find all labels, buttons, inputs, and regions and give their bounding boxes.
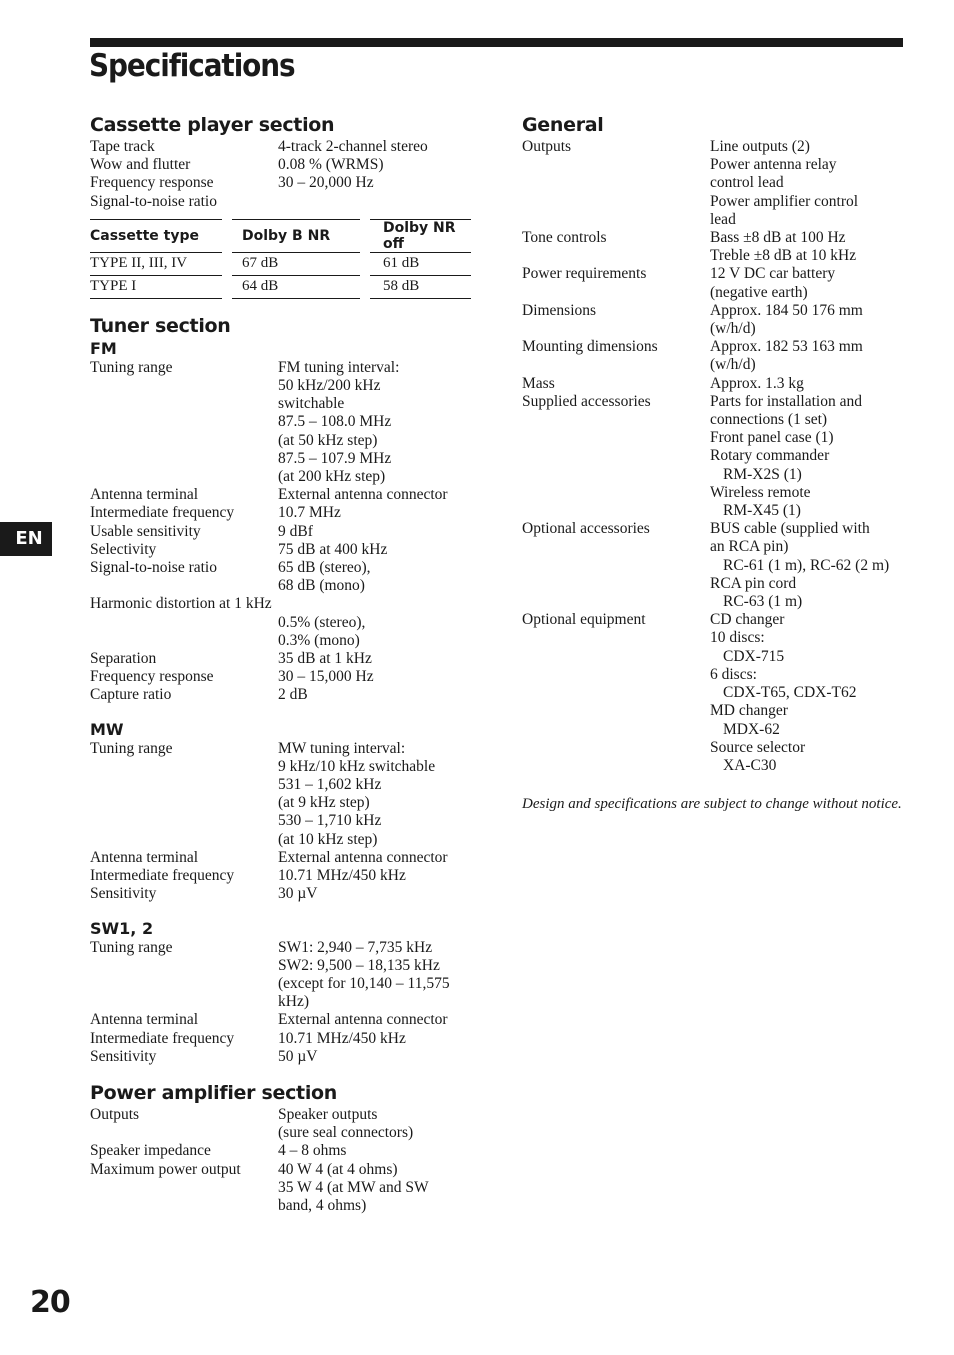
spec-value xyxy=(278,523,471,541)
spec-value-line: XA-C30 xyxy=(723,756,777,774)
spec-value-line: MW tuning interval: xyxy=(278,739,406,757)
spec-value xyxy=(710,229,903,265)
spec-label: Intermediate frequency xyxy=(90,1029,235,1047)
spec-value xyxy=(278,849,471,867)
spec-value-line: kHz) xyxy=(278,993,309,1011)
spec-value-line: 2 dB xyxy=(278,686,308,704)
spec-value xyxy=(278,939,471,1012)
spec-value-line: control lead xyxy=(710,174,784,192)
spec-value-line: Rotary commander xyxy=(710,447,830,465)
spec-row xyxy=(522,229,903,265)
spec-value-line: Approx. 184 50 176 mm xyxy=(710,301,863,319)
spec-value xyxy=(710,138,903,229)
spec-label: Sensitivity xyxy=(90,1047,157,1065)
spec-value xyxy=(710,393,903,520)
tuner-section xyxy=(90,313,471,1066)
spec-value-line: RCA pin cord xyxy=(710,574,797,592)
spec-value xyxy=(278,138,471,156)
spec-label: Outputs xyxy=(90,1105,140,1123)
spec-value xyxy=(278,156,471,174)
spec-value xyxy=(278,1142,471,1160)
spec-value-line: CD changer xyxy=(710,611,785,629)
spec-row xyxy=(90,849,471,867)
tuner-heading: Tuner section xyxy=(90,314,231,337)
spec-value-line: (except for 10,140 – 11,575 xyxy=(278,974,450,992)
spec-value xyxy=(710,611,903,775)
spec-value-line: 30 µV xyxy=(278,885,318,903)
spec-value-line: 6 discs: xyxy=(710,665,757,683)
spec-value-line: 12 V DC car battery xyxy=(710,265,836,283)
spec-value-line: External antenna connector xyxy=(278,486,448,504)
spec-value xyxy=(710,265,903,301)
general-section xyxy=(522,112,903,813)
spec-value-line: External antenna connector xyxy=(278,848,448,866)
spec-value-line: Speaker outputs xyxy=(278,1105,378,1123)
spec-value-line: 40 W 4 (at 4 ohms) xyxy=(278,1160,398,1178)
spec-value-line: 531 – 1,602 kHz xyxy=(278,776,382,794)
spec-value-line: BUS cable (supplied with xyxy=(710,520,870,538)
spec-value xyxy=(278,1011,471,1029)
power-amp-specs xyxy=(90,1106,471,1215)
spec-value xyxy=(278,359,471,486)
cassette-specs xyxy=(90,138,471,211)
spec-row xyxy=(90,614,471,650)
spec-row xyxy=(90,1161,471,1216)
spec-value-line: 0.08 % (WRMS) xyxy=(278,156,384,174)
spec-value-line: SW2: 9,500 – 18,135 kHz xyxy=(278,956,440,974)
spec-value xyxy=(710,338,903,374)
spec-value-line: Approx. 1.3 kg xyxy=(710,374,804,392)
spec-label: Outputs xyxy=(522,138,572,155)
spec-value-line: connections (1 set) xyxy=(710,411,828,429)
spec-value-line: Approx. 182 53 163 mm xyxy=(710,338,863,356)
spec-row xyxy=(90,1048,471,1066)
spec-row xyxy=(522,375,903,393)
spec-value-line: MDX-62 xyxy=(723,720,780,738)
spec-value-line: Power antenna relay xyxy=(710,156,837,174)
spec-value-line: 4 – 8 ohms xyxy=(278,1142,347,1160)
spec-value-line: 4-track 2-channel stereo xyxy=(278,138,428,155)
spec-value-line: (at 10 kHz step) xyxy=(278,830,378,848)
spec-value xyxy=(278,174,471,192)
spec-value-line: 75 dB at 400 kHz xyxy=(278,540,388,558)
general-specs xyxy=(522,138,903,775)
mw-label: MW xyxy=(90,719,124,739)
spec-row xyxy=(522,265,903,301)
spec-row xyxy=(90,504,471,522)
spec-value-line: 50 µV xyxy=(278,1047,318,1065)
spec-value-line: 0.5% (stereo), xyxy=(278,613,366,631)
harmonic-distortion-label: Harmonic distortion at 1 kHz xyxy=(90,595,272,613)
spec-value-line: 87.5 – 107.9 MHz xyxy=(278,449,392,467)
spec-label: Tuning range xyxy=(90,358,173,376)
spec-value-line: External antenna connector xyxy=(278,1011,448,1029)
spec-value xyxy=(278,1030,471,1048)
spec-row xyxy=(90,668,471,686)
spec-row xyxy=(522,520,903,611)
spec-value-line: (negative earth) xyxy=(710,283,808,301)
spec-label: Antenna terminal xyxy=(90,1011,199,1029)
spec-value xyxy=(278,686,471,704)
spec-value-line: (w/h/d) xyxy=(710,320,756,338)
spec-label xyxy=(90,614,278,650)
spec-label: Mounting dimensions xyxy=(522,338,658,356)
general-heading: General xyxy=(522,114,604,136)
power-amp-section xyxy=(90,1080,471,1215)
power-amp-heading: Power amplifier section xyxy=(90,1081,338,1104)
spec-value-line: (at 200 kHz step) xyxy=(278,468,386,486)
spec-label: Antenna terminal xyxy=(90,486,199,504)
spec-value xyxy=(278,193,471,211)
spec-label: Tape track xyxy=(90,138,155,155)
sw-label: SW1, 2 xyxy=(90,918,154,938)
spec-value xyxy=(278,650,471,668)
spec-row xyxy=(90,174,471,192)
spec-label: Antenna terminal xyxy=(90,848,199,866)
spec-value-line: RM-X45 (1) xyxy=(723,502,801,520)
spec-value-line: CDX-T65, CDX-T62 xyxy=(723,684,857,702)
spec-row xyxy=(90,740,471,849)
spec-value-line: (at 9 kHz step) xyxy=(278,794,370,812)
table-cell: TYPE I xyxy=(90,275,222,298)
spec-value-line: 0.3% (mono) xyxy=(278,631,360,649)
spec-row xyxy=(90,138,471,156)
spec-label: Frequency response xyxy=(90,668,214,686)
spec-row xyxy=(90,1030,471,1048)
page-number: 20 xyxy=(30,1285,70,1320)
language-tab: EN xyxy=(0,522,52,556)
spec-label: Sensitivity xyxy=(90,885,157,903)
table-cell: 61 dB xyxy=(370,252,471,275)
spec-label: Supplied accessories xyxy=(522,392,651,410)
spec-label: Power requirements xyxy=(522,265,647,283)
col-header-dolby-off: Dolby NR off xyxy=(370,219,471,252)
spec-row xyxy=(90,650,471,668)
spec-value xyxy=(278,486,471,504)
spec-value xyxy=(278,740,471,849)
spec-value-line: RC-63 (1 m) xyxy=(723,593,803,611)
sw-specs xyxy=(90,939,471,1066)
spec-value xyxy=(710,520,903,611)
noise-reduction-table xyxy=(90,219,471,299)
spec-value xyxy=(278,1048,471,1066)
spec-value xyxy=(278,867,471,885)
col-header-cassette-type: Cassette type xyxy=(90,219,222,252)
spec-value-line: 50 kHz/200 kHz xyxy=(278,377,381,395)
spec-value-line: (sure seal connectors) xyxy=(278,1124,414,1142)
spec-value-line: Line outputs (2) xyxy=(710,138,810,155)
spec-row xyxy=(90,867,471,885)
spec-value-line: RC-61 (1 m), RC-62 (2 m) xyxy=(723,556,890,574)
spec-label: Frequency response xyxy=(90,174,214,192)
spec-row xyxy=(90,1142,471,1160)
spec-label: Intermediate frequency xyxy=(90,867,235,885)
cassette-section xyxy=(90,112,471,299)
spec-row xyxy=(90,156,471,174)
spec-label: Dimensions xyxy=(522,301,597,319)
spec-label: Maximum power output xyxy=(90,1160,241,1178)
spec-value-line: 9 dBf xyxy=(278,522,313,540)
spec-row xyxy=(522,138,903,229)
spec-value-line: Bass ±8 dB at 100 Hz xyxy=(710,229,846,247)
spec-label: Capture ratio xyxy=(90,686,172,704)
spec-row xyxy=(90,193,471,211)
spec-value-line: (at 50 kHz step) xyxy=(278,431,378,449)
table-cell: 64 dB xyxy=(232,275,360,298)
spec-label: Optional accessories xyxy=(522,520,650,538)
spec-row xyxy=(90,686,471,704)
spec-value xyxy=(278,668,471,686)
spec-row xyxy=(522,338,903,374)
spec-value-line: FM tuning interval: xyxy=(278,358,400,376)
spec-row xyxy=(522,611,903,775)
table-row xyxy=(90,252,471,275)
spec-value-line: 65 dB (stereo), xyxy=(278,559,371,577)
spec-value-line: 10.71 MHz/450 kHz xyxy=(278,1029,406,1047)
spec-label: Tuning range xyxy=(90,739,173,757)
mw-specs xyxy=(90,740,471,904)
spec-label: Signal-to-noise ratio xyxy=(90,559,217,577)
table-row xyxy=(90,275,471,298)
spec-value-line: Treble ±8 dB at 10 kHz xyxy=(710,247,857,265)
spec-row xyxy=(90,559,471,595)
col-header-dolby-b: Dolby B NR xyxy=(232,219,360,252)
spec-value-line: 68 dB (mono) xyxy=(278,577,365,595)
spec-row xyxy=(90,939,471,1012)
spec-row xyxy=(90,1106,471,1142)
spec-row xyxy=(90,1011,471,1029)
spec-value-line: switchable xyxy=(278,395,345,413)
spec-row xyxy=(90,523,471,541)
spec-value xyxy=(278,559,471,595)
spec-row xyxy=(522,393,903,520)
fm-specs-2 xyxy=(90,614,471,705)
spec-row xyxy=(90,359,471,486)
page-title: Specifications xyxy=(89,48,295,84)
spec-value-line: 10 discs: xyxy=(710,629,765,647)
table-cell: 58 dB xyxy=(370,275,471,298)
spec-value-line: Parts for installation and xyxy=(710,392,862,410)
spec-label: Mass xyxy=(522,374,555,392)
spec-value-line: 87.5 – 108.0 MHz xyxy=(278,413,392,431)
spec-value xyxy=(710,302,903,338)
table-cell: 67 dB xyxy=(232,252,360,275)
spec-value-line: MD changer xyxy=(710,702,788,720)
spec-value-line: lead xyxy=(710,210,736,228)
spec-value-line: CDX-715 xyxy=(723,647,785,665)
spec-value-line: an RCA pin) xyxy=(710,538,789,556)
spec-row xyxy=(522,302,903,338)
spec-value xyxy=(278,541,471,559)
spec-label: Signal-to-noise ratio xyxy=(90,192,217,210)
disclaimer-note: Design and specifications are subject to change without notice. xyxy=(522,796,902,813)
spec-value-line: 35 dB at 1 kHz xyxy=(278,650,372,668)
title-rule xyxy=(90,38,903,47)
spec-value-line: Source selector xyxy=(710,738,806,756)
spec-value xyxy=(278,1161,471,1216)
fm-specs xyxy=(90,359,471,596)
spec-value-line: 530 – 1,710 kHz xyxy=(278,812,382,830)
spec-value-line: RM-X2S (1) xyxy=(723,465,802,483)
spec-value-line: 10.7 MHz xyxy=(278,504,341,522)
spec-label: Separation xyxy=(90,650,157,668)
spec-label: Selectivity xyxy=(90,540,157,558)
right-column xyxy=(522,112,903,813)
left-column xyxy=(90,112,471,1215)
spec-value-line: 30 – 20,000 Hz xyxy=(278,174,374,192)
spec-row xyxy=(90,541,471,559)
spec-label: Tone controls xyxy=(522,229,607,247)
spec-value-line: (w/h/d) xyxy=(710,356,756,374)
spec-label: Speaker impedance xyxy=(90,1142,211,1160)
spec-label: Intermediate frequency xyxy=(90,504,235,522)
fm-label: FM xyxy=(90,338,117,358)
spec-value xyxy=(278,614,471,650)
spec-value-line: 9 kHz/10 kHz switchable xyxy=(278,757,436,775)
spec-value-line: 10.71 MHz/450 kHz xyxy=(278,867,406,885)
spec-value xyxy=(278,885,471,903)
spec-value-line: SW1: 2,940 – 7,735 kHz xyxy=(278,938,433,956)
spec-value-line: Power amplifier control xyxy=(710,192,859,210)
cassette-heading: Cassette player section xyxy=(90,114,335,136)
spec-value-line: 35 W 4 (at MW and SW xyxy=(278,1178,429,1196)
spec-value-line: band, 4 ohms) xyxy=(278,1196,367,1214)
spec-value xyxy=(278,1106,471,1142)
spec-value-line: Wireless remote xyxy=(710,483,811,501)
spec-label: Tuning range xyxy=(90,938,173,956)
spec-row xyxy=(90,486,471,504)
spec-label: Wow and flutter xyxy=(90,156,191,174)
spec-label: Usable sensitivity xyxy=(90,522,201,540)
spec-value xyxy=(710,375,903,393)
spec-label: Optional equipment xyxy=(522,611,646,629)
spec-value-line: 30 – 15,000 Hz xyxy=(278,668,374,686)
spec-value xyxy=(278,504,471,522)
spec-value-line: Front panel case (1) xyxy=(710,429,834,447)
table-cell: TYPE II, III, IV xyxy=(90,252,222,275)
spec-row xyxy=(90,885,471,903)
